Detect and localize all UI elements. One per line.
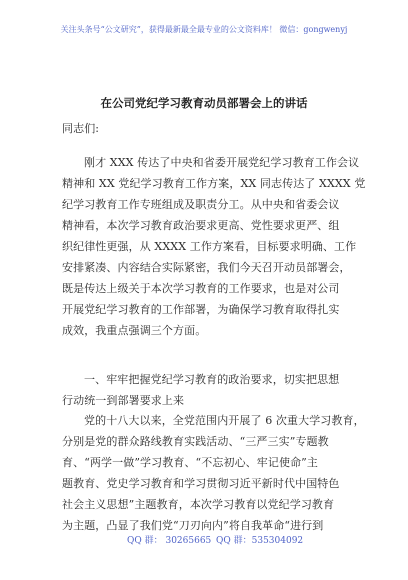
- heading-line: 行动统一到部署要求上来: [62, 394, 185, 407]
- paragraph-2: [62, 410, 365, 536]
- text-line: 题教育、党史学习教育和学习贯彻习近平新时代中国特色: [62, 477, 340, 490]
- text-line: 既是传达上级关于本次学习教育的工作要求，也是对公司: [62, 282, 340, 295]
- text-line: 社会主义思想”主题教育，本次学习教育以党纪学习教育: [62, 498, 335, 511]
- salutation: [62, 118, 356, 139]
- salutation-text: 同志们:: [62, 122, 100, 135]
- text-line: 安排紧凑、内容结合实际紧密，我们今天召开动员部署会，: [62, 261, 351, 274]
- text-line: 分别是党的群众路线教育实践活动、“三严三实”专题教: [62, 435, 329, 448]
- header-notice: 关注头条号“公文研究”，获得最新最全最专业的公文资料库！ 微信：gongwenyj: [60, 25, 348, 34]
- footer-qq-group-1: QQ 群： 30265665: [127, 536, 212, 546]
- text-line: 纪学习教育工作专班组成及职责分工。从中央和省委会议: [62, 198, 340, 211]
- paragraph-1: [62, 152, 366, 341]
- text-line: 开展党纪学习教育的工作部署，为确保学习教育取得扎实: [62, 303, 340, 316]
- text-line: 为主题，凸显了我们党“刀刃向内”将自我革命“进行到: [62, 519, 324, 532]
- text-line: 成效，我重点强调三个方面。: [62, 324, 207, 337]
- text-line: 精神看，本次学习教育政治要求更高、党性要求更严、组: [62, 219, 340, 232]
- document-title: 在公司党纪学习教育动员部署会上的讲话: [100, 96, 308, 110]
- text-line: 刚才 XXX 传达了中央和省委开展党纪学习教育工作会议: [84, 156, 360, 169]
- heading-line: 一、牢牢把握党纪学习教育的政治要求，切实把思想: [84, 373, 340, 386]
- text-line: 党的十八大以来，全党范围内开展了 6 次重大学习教育，: [84, 414, 365, 427]
- text-line: 育、“两学一做”学习教育、“不忘初心、牢记使命”主: [62, 456, 318, 469]
- footer-qq-group-2: QQ 群：535304092: [216, 536, 304, 546]
- text-line: 精神和 XX 党纪学习教育工作方案，XX 同志传达了 XXXX 党: [62, 177, 366, 190]
- text-line: 织纪律性更强，从 XXXX 工作方案看，目标要求明确、工作: [62, 240, 357, 253]
- section-1-heading: [62, 369, 356, 411]
